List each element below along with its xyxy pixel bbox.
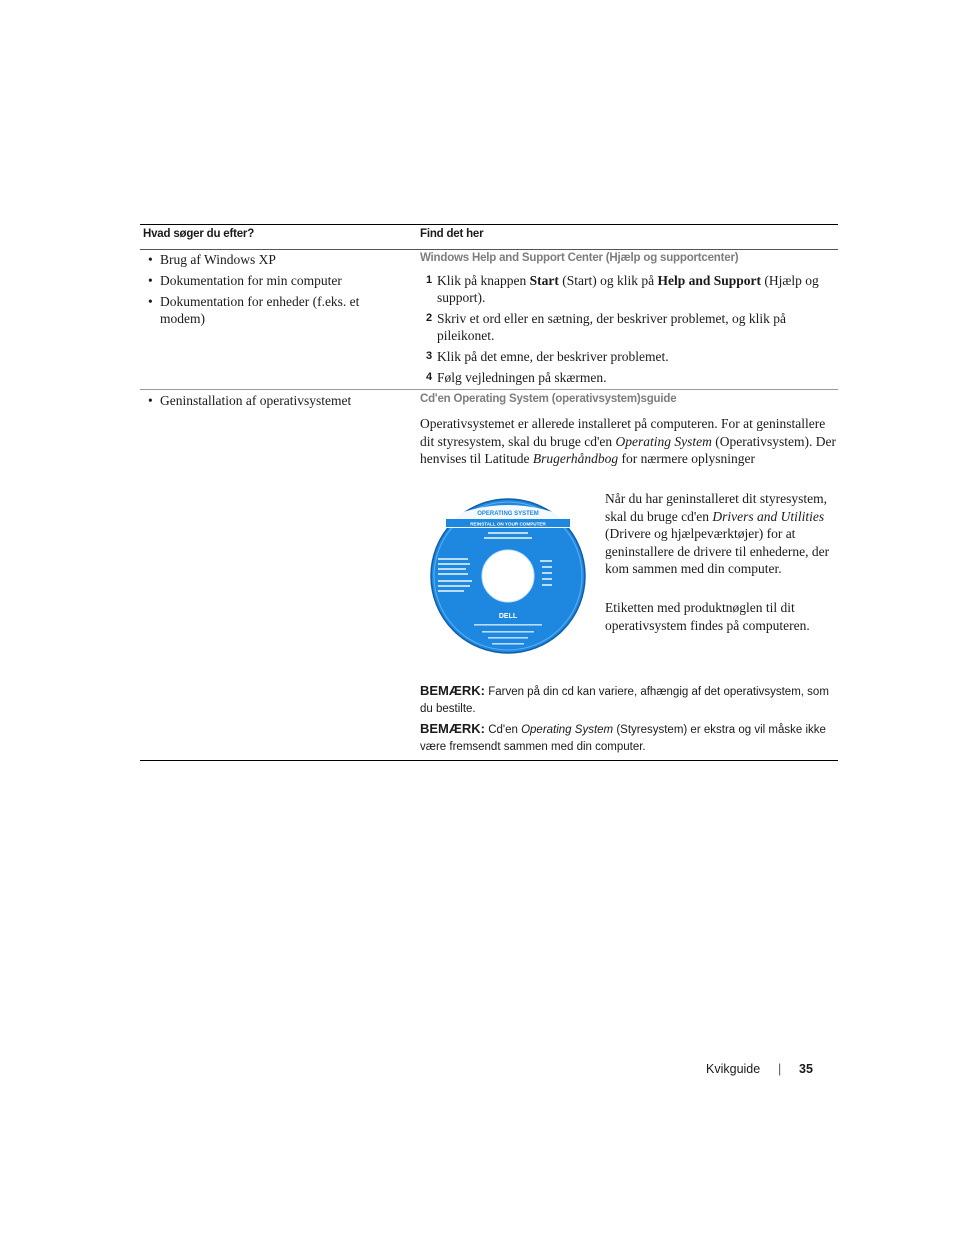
note-optional-cd: BEMÆRK: Cd'en Operating System (Styresystem) er ekstra og vil måske ikke være fremsendt sammen med din computer. (420, 721, 826, 753)
list-item: 3 Klik på det emne, der beskriver problemet. (426, 349, 669, 364)
row-divider (140, 389, 838, 390)
step-number: 4 (426, 371, 433, 383)
list-item: • Geninstallation af operativsystemet (146, 392, 396, 409)
list-item: • Brug af Windows XP (146, 251, 396, 268)
list-item: 1 Klik på knappen Start (Start) og klik på Help and Support (Hjælp og support). (426, 273, 819, 305)
cd-title: OPERATING SYSTEM (477, 511, 539, 517)
row1-steps (426, 272, 836, 390)
note-color: BEMÆRK: Farven på din cd kan variere, afhængig af det operativsystem, som du bestilte. (420, 683, 829, 715)
reinstall-paragraph: Operativsystemet er allerede installeret på computeren. For at geninstallere dit styresystem, skal du bruge cd'en Operating System (Operativsystem). Der henvises til Latitude Brugerhåndbog for nærmere oplysninger (420, 416, 836, 466)
step-number: 2 (426, 312, 433, 324)
row1-list (146, 251, 396, 331)
header-col2: Find det her (420, 228, 484, 240)
list-item: • Dokumentation for enheder (f.eks. et modem) (146, 293, 396, 327)
list-item: • Dokumentation for min computer (146, 272, 396, 289)
table-top-rule (140, 224, 838, 225)
row2-list (146, 392, 396, 413)
list-item: 4 Følg vejledningen på skærmen. (426, 370, 607, 385)
row2-title: Cd'en Operating System (operativsystem)sguide (420, 393, 677, 405)
header-col1: Hvad søger du efter? (143, 228, 255, 240)
cd-hub (482, 550, 534, 602)
step-number: 1 (426, 274, 433, 286)
footer-separator: | (778, 1062, 782, 1076)
footer-label: Kvikguide (706, 1062, 761, 1076)
list-item: 2 Skriv et ord eller en sætning, der beskriver problemet, og klik på pileikonet. (426, 311, 787, 343)
dell-logo: DELL (498, 613, 518, 620)
operating-system-cd-image (430, 498, 586, 654)
step-number: 3 (426, 350, 433, 362)
table-bottom-rule (140, 760, 838, 761)
cd-subtitle: REINSTALL ON YOUR COMPUTER (470, 521, 546, 527)
row1-title: Windows Help and Support Center (Hjælp og supportcenter) (420, 252, 739, 264)
product-key-paragraph: Etiketten med produktnøglen til dit operativsystem findes på computeren. (605, 600, 810, 633)
drivers-paragraph: Når du har geninstalleret dit styresystem, skal du bruge cd'en Drivers and Utilities (Drivere og hjælpeværktøjer) for at geninstallere de drivere til enhederne, der kom sammen med din computer. (605, 491, 830, 576)
page-number: 35 (799, 1062, 813, 1076)
header-rule (140, 249, 838, 250)
